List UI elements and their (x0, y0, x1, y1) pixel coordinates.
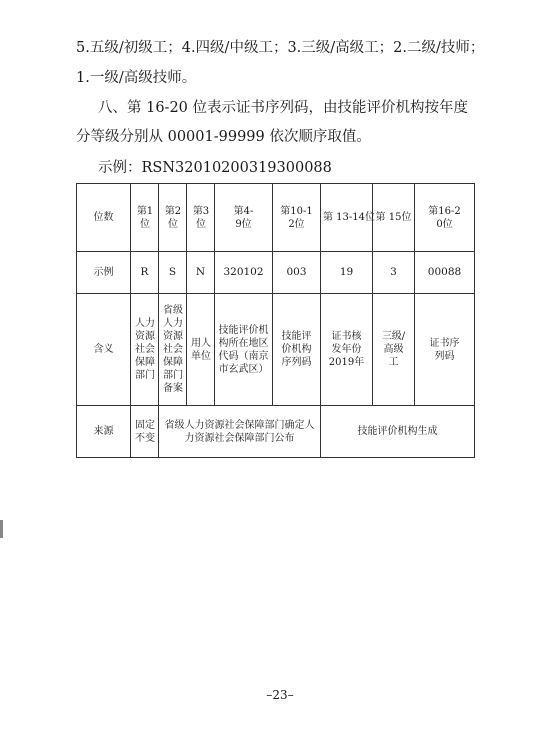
table-cell-merged: 省级人力资源社会保障部门确定人力资源社会保障部门公布 (159, 406, 321, 458)
table-cell: 含义 (77, 294, 131, 406)
table-cell: 证书序列码 (415, 294, 475, 406)
table-cell: 来源 (77, 406, 131, 458)
table-header-cell: 第16-20位 (415, 184, 475, 252)
table-cell: 固定不变 (131, 406, 159, 458)
table-cell: 技能评价机构序列码 (273, 294, 321, 406)
paragraph-line: 5.五级/初级工；4.四级/中级工；3.三级/高级工；2.二级/技师； (76, 40, 485, 56)
table-cell: 3 (373, 252, 415, 294)
table-header-cell: 位数 (77, 184, 131, 252)
table-header-cell: 第3位 (187, 184, 215, 252)
scan-edge-mark (0, 520, 3, 538)
table-cell: 省级人力资源社会保障部门备案 (159, 294, 187, 406)
table-header-cell: 第 13-14位 (321, 184, 373, 252)
table-row-example (77, 252, 475, 294)
table-cell-merged: 技能评价机构生成 (321, 406, 475, 458)
table-cell: 证书核发年份2019年 (321, 294, 373, 406)
table-cell: 003 (273, 252, 321, 294)
table-header-cell: 第1位 (131, 184, 159, 252)
table-cell: 19 (321, 252, 373, 294)
paragraph-line: 分等级分别从 00001-99999 依次顺序取值。 (76, 129, 371, 145)
paragraph-line: 八、第 16-20 位表示证书序列码，由技能评价机构按年度 (98, 100, 469, 116)
table-header-cell: 第 15位 (373, 184, 415, 252)
table-cell: 00088 (415, 252, 475, 294)
page-number: –23– (266, 688, 294, 702)
table-cell: 三级/高级工 (373, 294, 415, 406)
table-cell: 320102 (215, 252, 273, 294)
certificate-code-table (76, 183, 475, 458)
table-header-cell: 第10-12位 (273, 184, 321, 252)
table-header-cell: 第4-9位 (215, 184, 273, 252)
table-header-cell: 第2位 (159, 184, 187, 252)
paragraph-line: 1.一级/高级技师。 (76, 70, 197, 86)
table-cell: S (159, 252, 187, 294)
table-row-header (77, 184, 475, 252)
example-line: 示例：RSN32010200319300088 (98, 160, 332, 176)
table-cell: 用人单位 (187, 294, 215, 406)
table-cell: 示例 (77, 252, 131, 294)
table-cell: 人力资源社会保障部门 (131, 294, 159, 406)
table-cell: R (131, 252, 159, 294)
table-cell: N (187, 252, 215, 294)
table-cell: 技能评价机构所在地区代码（南京市玄武区） (215, 294, 273, 406)
table-row-meaning (77, 294, 475, 406)
table-row-source (77, 406, 475, 458)
